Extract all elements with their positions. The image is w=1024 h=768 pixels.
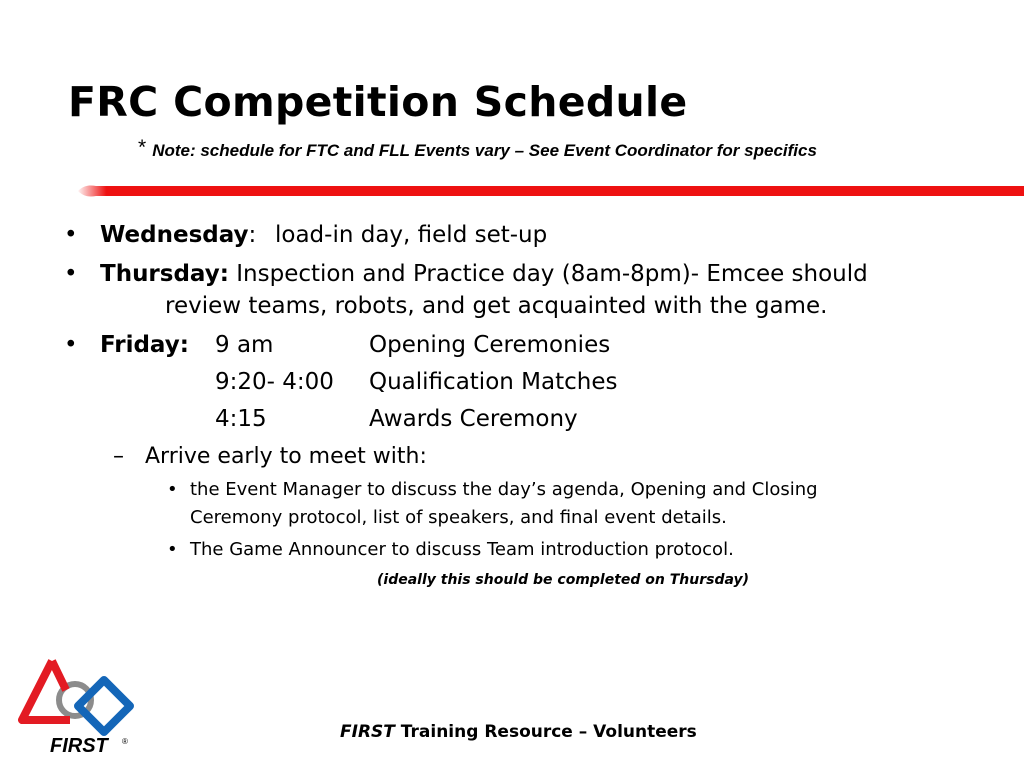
bullet-dot: •: [64, 261, 78, 287]
schedule-note: [138, 136, 817, 161]
logo-text: FIRST: [50, 735, 108, 757]
schedule-event: Awards Ceremony: [369, 406, 578, 432]
bullet-dot: •: [167, 479, 178, 500]
schedule-event: Opening Ceremonies: [369, 332, 611, 358]
footer-brand: FIRST: [340, 722, 395, 742]
arrive-text: Arrive early to meet with:: [145, 444, 427, 469]
title-underline: [78, 184, 1024, 198]
bullet-dot: •: [64, 222, 78, 248]
first-logo-icon: [18, 656, 138, 760]
ideal-note: (ideally this should be completed on Thursday): [377, 572, 750, 588]
thursday-text-line1: Inspection and Practice day (8am-8pm)- Emcee should: [236, 261, 868, 287]
note-text: Note: schedule for FTC and FLL Events vary – See Event Coordinator for specifics: [152, 141, 817, 160]
meet-item-line1: The Game Announcer to discuss Team introduction protocol.: [190, 539, 734, 560]
meet-item-line2: Ceremony protocol, list of speakers, and final event details.: [190, 507, 727, 528]
schedule-time: 9 am: [215, 332, 274, 358]
schedule-time: 4:15: [215, 406, 267, 432]
schedule-time: 9:20- 4:00: [215, 369, 334, 395]
thursday-text-line2: review teams, robots, and get acquainted with the game.: [165, 293, 828, 319]
wednesday-label: Wednesday: [100, 222, 249, 248]
dash-marker: –: [113, 444, 124, 469]
first-logo: [18, 656, 138, 760]
logo-reg-mark: ®: [122, 737, 128, 746]
bullet-dot: •: [64, 332, 78, 358]
slide-title: FRC Competition Schedule: [68, 78, 688, 126]
bullet-dot: •: [167, 539, 178, 560]
note-asterisk: *: [138, 136, 147, 159]
thursday-label: Thursday:: [100, 261, 229, 287]
footer: [340, 722, 697, 742]
meet-item-line1: the Event Manager to discuss the day’s agenda, Opening and Closing: [190, 479, 818, 500]
schedule-event: Qualification Matches: [369, 369, 618, 395]
wednesday-colon: :: [248, 222, 257, 248]
footer-text: Training Resource – Volunteers: [394, 722, 697, 742]
wednesday-text: load-in day, field set-up: [275, 222, 548, 248]
friday-label: Friday:: [100, 332, 189, 358]
